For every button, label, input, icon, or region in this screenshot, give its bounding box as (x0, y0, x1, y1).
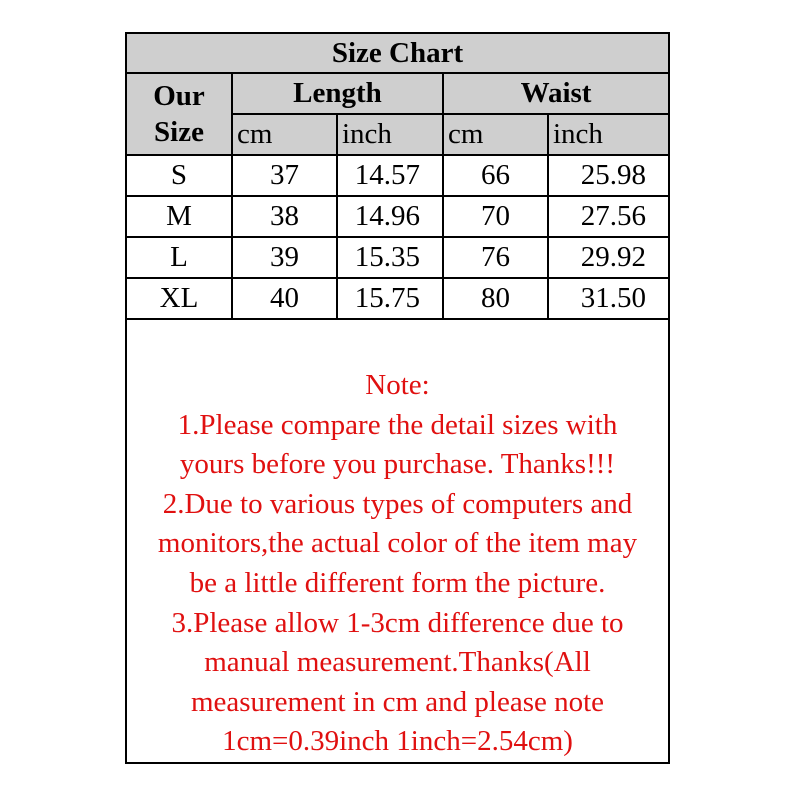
waist-cm-unit: cm (443, 114, 548, 155)
note-line: manual measurement.Thanks(All (204, 646, 591, 679)
title-row (127, 34, 668, 73)
note-line: 2.Due to various types of computers and (162, 487, 633, 520)
waist-inch-cell: 25.98 (548, 155, 668, 196)
size-table (127, 34, 668, 320)
size-cell: XL (127, 278, 232, 319)
note-line: be a little different form the picture. (189, 566, 606, 599)
note-title: Note: (365, 369, 430, 401)
length-cm-cell: 39 (232, 237, 337, 278)
note-line: 1.Please compare the detail sizes with (177, 408, 618, 441)
table-row (127, 278, 668, 319)
waist-inch-cell: 31.50 (548, 278, 668, 319)
our-size-header (127, 73, 232, 155)
waist-cm-cell: 66 (443, 155, 548, 196)
size-cell: L (127, 237, 232, 278)
note-line: measurement in cm and please note (190, 685, 605, 718)
note-line: monitors,the actual color of the item may (157, 527, 638, 560)
waist-inch-unit: inch (548, 114, 668, 155)
length-header: Length (232, 73, 443, 114)
waist-inch-cell: 29.92 (548, 237, 668, 278)
waist-cm-cell: 76 (443, 237, 548, 278)
length-cm-cell: 38 (232, 196, 337, 237)
note-line: 1cm=0.39inch 1inch=2.54cm) (222, 725, 573, 758)
waist-header: Waist (443, 73, 668, 114)
table-row (127, 237, 668, 278)
size-chart (125, 32, 670, 764)
note-section (127, 352, 668, 762)
length-cm-cell: 37 (232, 155, 337, 196)
length-inch-cell: 15.75 (337, 278, 443, 319)
table-row (127, 155, 668, 196)
size-cell: S (127, 155, 232, 196)
length-cm-unit: cm (232, 114, 337, 155)
our-size-line1: Our (153, 79, 205, 112)
chart-title: Size Chart (127, 34, 668, 73)
length-cm-cell: 40 (232, 278, 337, 319)
waist-cm-cell: 70 (443, 196, 548, 237)
our-size-line2: Size (154, 116, 204, 148)
note-line: 3.Please allow 1-3cm difference due to (171, 606, 624, 639)
waist-cm-cell: 80 (443, 278, 548, 319)
length-inch-cell: 14.96 (337, 196, 443, 237)
waist-inch-cell: 27.56 (548, 196, 668, 237)
size-cell: M (127, 196, 232, 237)
length-inch-unit: inch (337, 114, 443, 155)
length-inch-cell: 14.57 (337, 155, 443, 196)
note-line: yours before you purchase. Thanks!!! (179, 448, 616, 481)
table-row (127, 196, 668, 237)
group-header-row (127, 73, 668, 114)
length-inch-cell: 15.35 (337, 237, 443, 278)
